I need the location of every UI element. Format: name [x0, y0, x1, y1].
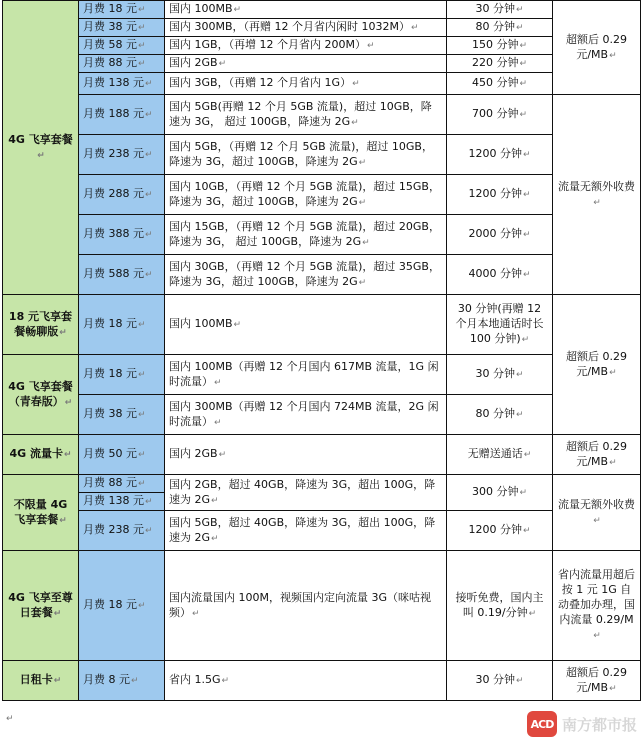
- voice-minutes: 700 分钟: [471, 107, 519, 120]
- watermark-text: 南方都市报: [561, 715, 637, 734]
- paragraph-mark: ↵: [522, 270, 531, 280]
- voice-minutes: 30 分钟: [475, 367, 515, 380]
- paragraph-mark: ↵: [211, 495, 219, 506]
- paragraph-mark: ↵: [145, 230, 153, 240]
- overage-rule: 流量无额外收费: [558, 179, 635, 193]
- monthly-fee: 月费 288 元: [83, 187, 144, 200]
- data-allowance: 国内 2GB: [169, 56, 218, 69]
- paragraph-mark: ↵: [145, 150, 153, 160]
- voice-minutes: 1200 分钟: [468, 187, 522, 200]
- paragraph-mark: ↵: [221, 676, 230, 686]
- table-row: [3, 55, 641, 73]
- data-allowance: 国内 100MB: [169, 2, 233, 15]
- data-allowance: 省内 1.5G: [169, 673, 221, 686]
- table-row: [3, 135, 641, 175]
- voice-minutes-cell: [447, 661, 553, 701]
- table-row: [3, 175, 641, 215]
- table-row: [3, 551, 641, 661]
- paragraph-mark: ↵: [138, 479, 146, 489]
- table-row: [3, 395, 641, 435]
- paragraph-mark: ↵: [218, 450, 227, 460]
- paragraph-mark: ↵: [528, 608, 537, 619]
- paragraph-mark: ↵: [593, 515, 601, 526]
- paragraph-mark: ↵: [362, 237, 370, 248]
- monthly-fee: 月费 88 元: [83, 476, 137, 489]
- paragraph-mark: ↵: [131, 676, 139, 686]
- paragraph-mark: ↵: [192, 608, 200, 619]
- voice-minutes-cell: [447, 295, 553, 355]
- monthly-fee-cell: [79, 215, 165, 255]
- paragraph-mark: ↵: [515, 676, 524, 686]
- overage-cell: [553, 475, 641, 551]
- data-allowance-cell: [165, 1, 447, 19]
- data-allowance-cell: [165, 511, 447, 551]
- monthly-fee: 月费 238 元: [83, 147, 144, 160]
- table-row: [3, 37, 641, 55]
- paragraph-mark: ↵: [138, 410, 146, 420]
- voice-minutes: 2000 分钟: [468, 227, 522, 240]
- table-row: [3, 215, 641, 255]
- data-allowance-cell: [165, 475, 447, 511]
- monthly-fee: 月费 38 元: [83, 20, 137, 33]
- paragraph-mark: ↵: [609, 50, 617, 61]
- data-allowance-cell: [165, 551, 447, 661]
- paragraph-mark: ↵: [59, 327, 67, 338]
- paragraph-mark: ↵: [609, 367, 617, 378]
- voice-minutes: 1200 分钟: [468, 147, 522, 160]
- paragraph-mark: ↵: [211, 533, 219, 544]
- monthly-fee-cell: [79, 175, 165, 215]
- data-allowance: 国内 100MB（再赠 12 个月国内 617MB 流量，1G 闲时流量）: [169, 359, 439, 388]
- voice-minutes: 450 分钟: [471, 76, 519, 89]
- plan-name: 4G 飞享套餐（青春版）: [8, 379, 73, 408]
- monthly-fee: 月费 138 元: [83, 494, 144, 507]
- voice-minutes-cell: [447, 73, 553, 95]
- monthly-fee-cell: [79, 37, 165, 55]
- paragraph-mark: ↵: [515, 5, 524, 15]
- paragraph-mark: ↵: [515, 370, 524, 380]
- data-allowance-cell: [165, 175, 447, 215]
- voice-minutes-cell: [447, 435, 553, 475]
- paragraph-mark: ↵: [523, 450, 532, 460]
- data-allowance-cell: [165, 295, 447, 355]
- paragraph-mark: ↵: [145, 526, 153, 536]
- voice-minutes: 4000 分钟: [468, 267, 522, 280]
- paragraph-mark: ↵: [138, 5, 146, 15]
- data-allowance-cell: [165, 215, 447, 255]
- overage-cell: [553, 435, 641, 475]
- voice-minutes-cell: [447, 55, 553, 73]
- overage-rule: 省内流量用超后按 1 元 1G 自动叠加办理，国内流量 0.29/M: [558, 568, 635, 626]
- voice-minutes: 300 分钟: [471, 485, 519, 498]
- paragraph-mark: ↵: [138, 23, 146, 33]
- table-row: [3, 295, 641, 355]
- voice-minutes-cell: [447, 215, 553, 255]
- monthly-fee: 月费 58 元: [83, 38, 137, 51]
- monthly-fee: 月费 38 元: [83, 407, 137, 420]
- paragraph-mark: ↵: [138, 41, 146, 51]
- voice-minutes: 150 分钟: [471, 38, 519, 51]
- paragraph-mark: ↵: [138, 370, 146, 380]
- monthly-fee-cell: [79, 255, 165, 295]
- overage-cell: [553, 95, 641, 295]
- plan-name: 4G 飞享套餐: [8, 132, 73, 146]
- voice-minutes: 无赠送通话: [467, 447, 523, 460]
- plan-name: 日租卡: [19, 673, 53, 686]
- monthly-fee-cell: [79, 493, 165, 511]
- watermark: [527, 711, 637, 737]
- data-allowance: 国内 2GB: [169, 447, 218, 460]
- voice-minutes-cell: [447, 355, 553, 395]
- plan-name-cell: [3, 295, 79, 355]
- data-allowance: 国内 2GB，超过 40GB，降速为 3G，超出 100G，降速为 2G: [169, 477, 436, 506]
- data-allowance-cell: [165, 19, 447, 37]
- paragraph-mark: ↵: [522, 190, 531, 200]
- data-allowance-cell: [165, 55, 447, 73]
- overage-rule: 超额后 0.29 元/MB: [566, 665, 627, 694]
- paragraph-mark: ↵: [519, 110, 528, 120]
- table-row: [3, 661, 641, 701]
- voice-minutes-cell: [447, 255, 553, 295]
- plan-name: 4G 流量卡: [9, 447, 63, 460]
- table-row: [3, 73, 641, 95]
- paragraph-mark: ↵: [411, 23, 419, 33]
- monthly-fee: 月费 188 元: [83, 107, 144, 120]
- voice-minutes-cell: [447, 19, 553, 37]
- monthly-fee-cell: [79, 73, 165, 95]
- paragraph-mark: ↵: [145, 190, 153, 200]
- voice-minutes: 80 分钟: [475, 407, 515, 420]
- paragraph-mark: ↵: [145, 110, 153, 120]
- table-row: [3, 95, 641, 135]
- data-allowance: 国内 5GB，（再赠 12 个月 5GB 流量)，超过 10GB，降速为 3G，超过 100GB，降速为 2G: [169, 139, 433, 168]
- voice-minutes-cell: [447, 37, 553, 55]
- paragraph-mark: ↵: [6, 714, 14, 724]
- voice-minutes-cell: [447, 135, 553, 175]
- paragraph-mark: ↵: [233, 320, 242, 330]
- data-allowance-cell: [165, 37, 447, 55]
- plan-name-cell: [3, 355, 79, 435]
- overage-rule: 超额后 0.29 元/MB: [566, 32, 627, 61]
- monthly-fee: 月费 18 元: [83, 367, 137, 380]
- data-allowance-cell: [165, 95, 447, 135]
- data-allowance-cell: [165, 135, 447, 175]
- voice-minutes-cell: [447, 1, 553, 19]
- paragraph-mark: ↵: [145, 497, 153, 507]
- monthly-fee-cell: [79, 295, 165, 355]
- monthly-fee: 月费 588 元: [83, 267, 144, 280]
- paragraph-mark: ↵: [522, 526, 531, 536]
- monthly-fee: 月费 8 元: [83, 673, 130, 686]
- paragraph-mark: ↵: [519, 79, 528, 89]
- paragraph-mark: ↵: [214, 377, 222, 388]
- paragraph-mark: ↵: [145, 270, 153, 280]
- data-allowance: 国内 5GB，超过 40GB，降速为 3G，超出 100G，降速为 2G: [169, 515, 436, 544]
- voice-minutes: 1200 分钟: [468, 523, 522, 536]
- monthly-fee: 月费 138 元: [83, 76, 144, 89]
- monthly-fee: 月费 88 元: [83, 56, 137, 69]
- data-allowance: 国内 15GB，（再赠 12 个月 5GB 流量)，超过 20GB，降速为 3G， 超过 100GB，降速为 2G: [169, 219, 440, 248]
- voice-minutes-cell: [447, 551, 553, 661]
- voice-minutes-cell: [447, 175, 553, 215]
- monthly-fee-cell: [79, 475, 165, 493]
- paragraph-mark: ↵: [53, 608, 62, 619]
- paragraph-mark: ↵: [367, 41, 375, 51]
- paragraph-mark: ↵: [352, 79, 360, 89]
- paragraph-mark: ↵: [233, 5, 242, 15]
- paragraph-mark: ↵: [358, 157, 367, 168]
- plan-name-cell: [3, 1, 79, 295]
- voice-minutes: 30 分钟: [475, 673, 515, 686]
- paragraph-mark: ↵: [522, 230, 531, 240]
- paragraph-mark: ↵: [37, 150, 45, 161]
- voice-minutes-cell: [447, 95, 553, 135]
- paragraph-mark: ↵: [53, 676, 62, 686]
- paragraph-mark: ↵: [351, 117, 359, 128]
- paragraph-mark: ↵: [138, 320, 146, 330]
- data-allowance-cell: [165, 73, 447, 95]
- overage-cell: [553, 661, 641, 701]
- voice-minutes-cell: [447, 475, 553, 511]
- plan-name-cell: [3, 475, 79, 551]
- plan-name-cell: [3, 661, 79, 701]
- voice-minutes: 30 分钟(再赠 12 个月本地通话时长 100 分钟): [455, 302, 544, 345]
- voice-minutes: 220 分钟: [471, 56, 519, 69]
- table-row: [3, 19, 641, 37]
- data-allowance: 国内 30GB，（再赠 12 个月 5GB 流量)，超过 35GB，降速为 3G，超过 100GB，降速为 2G: [169, 259, 440, 288]
- voice-minutes-cell: [447, 395, 553, 435]
- data-allowance-cell: [165, 355, 447, 395]
- monthly-fee: 月费 388 元: [83, 227, 144, 240]
- data-allowance: 国内流量国内 100M，视频国内定向流量 3G（咪咕视频）: [169, 590, 432, 619]
- paragraph-mark: ↵: [358, 277, 367, 288]
- data-allowance: 国内 300MB，（再赠 12 个月省内闲时 1032M）: [169, 20, 410, 33]
- monthly-fee: 月费 18 元: [83, 2, 137, 15]
- table-row: [3, 435, 641, 475]
- paragraph-mark: ↵: [515, 23, 524, 33]
- monthly-fee: 月费 18 元: [83, 598, 137, 611]
- voice-minutes: 30 分钟: [475, 2, 515, 15]
- paragraph-mark: ↵: [63, 450, 72, 460]
- monthly-fee-cell: [79, 355, 165, 395]
- paragraph-mark: ↵: [138, 59, 146, 69]
- data-allowance-cell: [165, 661, 447, 701]
- monthly-fee-cell: [79, 19, 165, 37]
- paragraph-mark: ↵: [515, 410, 524, 420]
- monthly-fee-cell: [79, 55, 165, 73]
- voice-minutes: 接听免费，国内主叫 0.19/分钟: [455, 590, 544, 619]
- data-allowance-cell: [165, 395, 447, 435]
- plan-name: 不限量 4G 飞享套餐: [13, 497, 68, 526]
- data-allowance: 国内 300MB（再赠 12 个月国内 724MB 流量，2G 闲时流量）: [169, 399, 439, 428]
- paragraph-mark: ↵: [519, 59, 528, 69]
- plan-name: 18 元飞享套餐畅聊版: [8, 309, 73, 338]
- paragraph-mark: ↵: [59, 515, 67, 526]
- paragraph-mark: ↵: [145, 79, 153, 89]
- paragraph-mark: ↵: [593, 197, 601, 208]
- plan-name: 4G 飞享至尊日套餐: [8, 590, 73, 619]
- paragraph-mark: ↵: [519, 488, 528, 498]
- data-allowance-cell: [165, 255, 447, 295]
- paragraph-mark: ↵: [358, 197, 367, 208]
- table-row: [3, 255, 641, 295]
- monthly-fee-cell: [79, 135, 165, 175]
- monthly-fee: 月费 238 元: [83, 523, 144, 536]
- paragraph-mark: ↵: [519, 41, 528, 51]
- overage-rule: 流量无额外收费: [558, 497, 635, 511]
- data-allowance: 国内 5GB(再赠 12 个月 5GB 流量)，超过 10GB，降速为 3G， 超过 100GB，降速为 2G: [169, 99, 432, 128]
- monthly-fee-cell: [79, 395, 165, 435]
- voice-minutes: 80 分钟: [475, 20, 515, 33]
- paragraph-mark: ↵: [522, 150, 531, 160]
- data-allowance: 国内 100MB: [169, 317, 233, 330]
- plan-name-cell: [3, 551, 79, 661]
- monthly-fee-cell: [79, 1, 165, 19]
- voice-minutes-cell: [447, 511, 553, 551]
- paragraph-mark: ↵: [593, 631, 601, 641]
- monthly-fee-cell: [79, 661, 165, 701]
- table-row: [3, 355, 641, 395]
- paragraph-mark: ↵: [214, 417, 222, 428]
- data-allowance: 国内 1GB，（再增 12 个月省内 200M）: [169, 38, 367, 51]
- overage-cell: [553, 295, 641, 435]
- plan-name-cell: [3, 435, 79, 475]
- paragraph-mark: ↵: [64, 397, 73, 408]
- monthly-fee: 月费 50 元: [83, 447, 137, 460]
- table-row: [3, 1, 641, 19]
- paragraph-mark: ↵: [521, 335, 530, 345]
- monthly-fee-cell: [79, 95, 165, 135]
- paragraph-mark: ↵: [218, 59, 227, 69]
- newspaper-logo-icon: ACD: [527, 711, 557, 737]
- table-row: [3, 511, 641, 551]
- paragraph-mark: ↵: [138, 450, 146, 460]
- paragraph-mark: ↵: [609, 457, 617, 468]
- table-row: [3, 475, 641, 493]
- paragraph-mark: ↵: [609, 683, 617, 694]
- overage-cell: [553, 1, 641, 95]
- overage-rule: 超额后 0.29 元/MB: [566, 349, 627, 378]
- paragraph-mark: ↵: [138, 601, 146, 611]
- data-allowance: 国内 10GB，（再赠 12 个月 5GB 流量)，超过 15GB，降速为 3G，超过 100GB，降速为 2G: [169, 179, 440, 208]
- data-allowance: 国内 3GB，（再赠 12 个月省内 1G）: [169, 76, 352, 89]
- monthly-fee-cell: [79, 551, 165, 661]
- monthly-fee-cell: [79, 435, 165, 475]
- plan-table: [2, 0, 641, 701]
- data-allowance-cell: [165, 435, 447, 475]
- overage-cell: [553, 551, 641, 661]
- overage-rule: 超额后 0.29 元/MB: [566, 439, 627, 468]
- monthly-fee-cell: [79, 511, 165, 551]
- monthly-fee: 月费 18 元: [83, 317, 137, 330]
